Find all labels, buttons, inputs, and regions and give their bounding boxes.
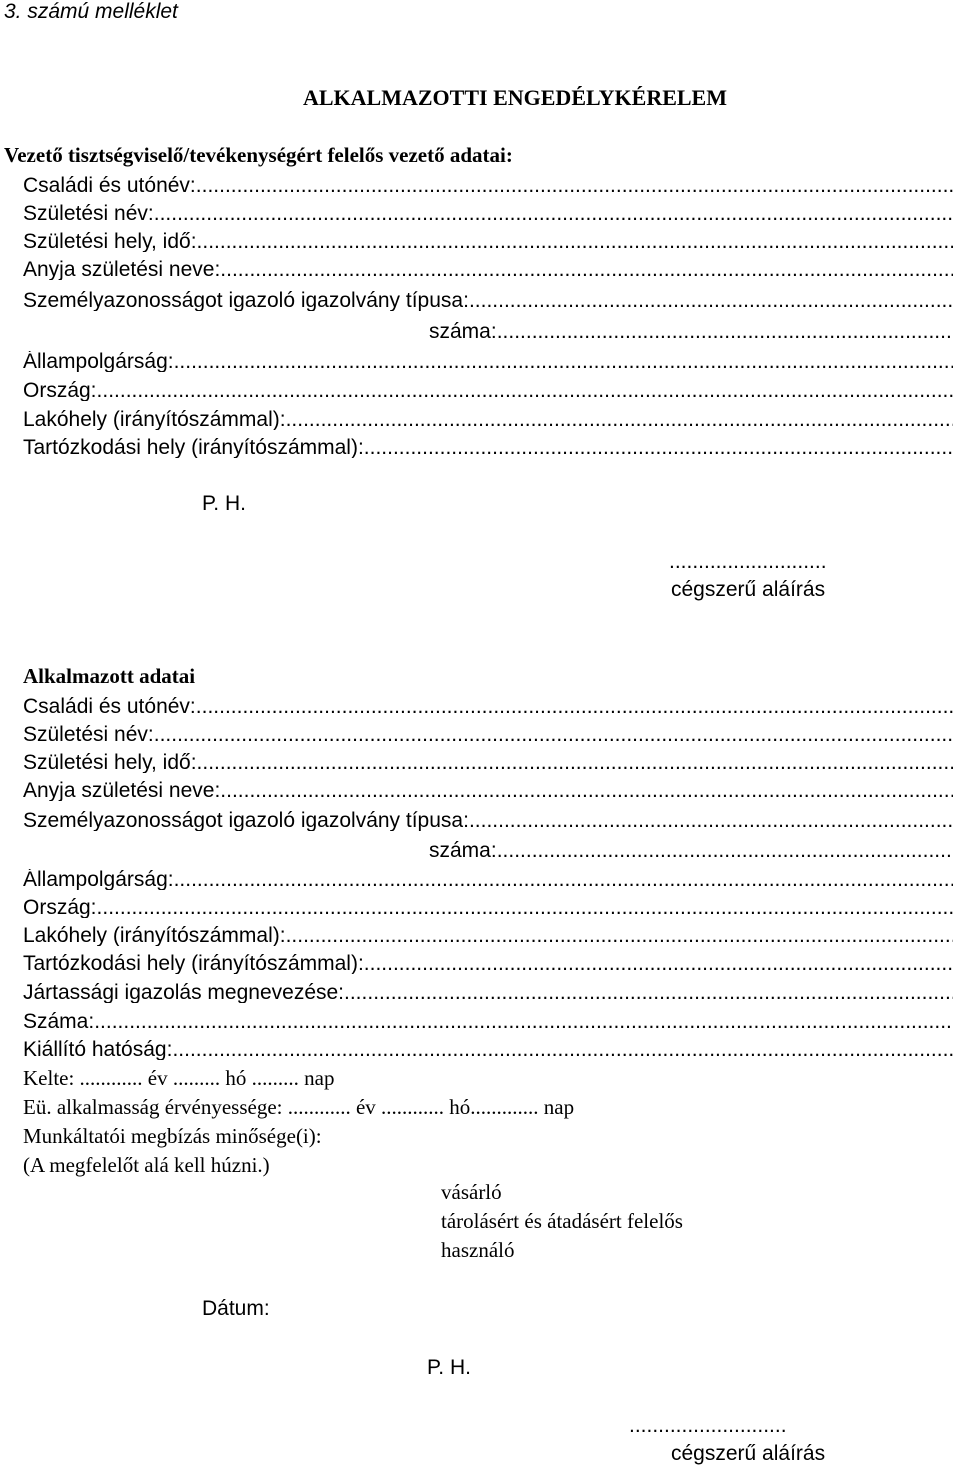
field-label: száma: [429, 321, 497, 342]
field-label: Anyja születési neve: [23, 259, 221, 280]
field-fill [197, 752, 953, 773]
field-label: Ország: [23, 897, 97, 918]
section1-signature-line: ........................... [669, 550, 827, 573]
section2-id-number-field[interactable] [429, 840, 953, 861]
section2-mother-name-field[interactable] [23, 780, 953, 801]
field-label: Állampolgárság: [23, 869, 174, 890]
section1-signature-label: cégszerű aláírás [671, 578, 826, 601]
section1-id-type-field[interactable] [23, 290, 953, 311]
field-fill [344, 982, 953, 1003]
field-label: Családi és utónév: [23, 175, 196, 196]
section1-citizenship-field[interactable] [23, 351, 953, 372]
field-fill [174, 869, 953, 890]
field-fill [286, 925, 953, 946]
section1-stay-address-field[interactable] [23, 437, 953, 458]
field-label: Születési hely, idő: [23, 752, 197, 773]
field-label: Tartózkodási hely (irányítószámmal): [23, 953, 364, 974]
field-label: Jártassági igazolás megnevezése: [23, 982, 345, 1003]
field-fill [94, 1011, 953, 1032]
field-label: Kiállító hatóság: [23, 1039, 173, 1060]
field-label: Állampolgárság: [23, 351, 174, 372]
field-fill [172, 1039, 953, 1060]
field-fill [469, 290, 953, 311]
role-label: Munkáltatói megbízás minősége(i): [23, 1124, 322, 1148]
issue-date-line[interactable]: Kelte: ............ év ......... hó ......... nap [23, 1066, 335, 1090]
section2-qualification-name-field[interactable] [23, 982, 953, 1003]
section2-signature-line: ........................... [629, 1414, 787, 1437]
role-hint: (A megfelelőt alá kell húzni.) [23, 1153, 270, 1177]
field-fill [196, 696, 953, 717]
field-label: Anyja születési neve: [23, 780, 221, 801]
section2-country-field[interactable] [23, 897, 953, 918]
field-fill [364, 437, 953, 458]
field-label: Személyazonosságot igazoló igazolvány típusa: [23, 810, 469, 831]
field-label: Születési hely, idő: [23, 231, 197, 252]
section2-residence-field[interactable] [23, 925, 953, 946]
field-fill [154, 724, 953, 745]
field-fill [197, 231, 953, 252]
section1-residence-field[interactable] [23, 409, 953, 430]
section2-birth-place-date-field[interactable] [23, 752, 953, 773]
section1-name-field[interactable] [23, 175, 953, 196]
field-fill [220, 259, 953, 280]
field-fill [174, 351, 953, 372]
field-fill [154, 203, 953, 224]
role-option-user[interactable]: használó [441, 1238, 515, 1262]
section2-seal-mark: P. H. [427, 1356, 471, 1379]
field-label: száma: [429, 840, 497, 861]
field-label: Tartózkodási hely (irányítószámmal): [23, 437, 364, 458]
section2-name-field[interactable] [23, 696, 953, 717]
field-fill [469, 810, 953, 831]
field-label: Személyazonosságot igazoló igazolvány típusa: [23, 290, 469, 311]
date-label: Dátum: [202, 1297, 270, 1320]
section2-signature-label: cégszerű aláírás [671, 1442, 826, 1465]
section1-mother-name-field[interactable] [23, 259, 953, 280]
field-label: Száma: [23, 1011, 95, 1032]
section1-birth-name-field[interactable] [23, 203, 953, 224]
role-option-storage-responsible[interactable]: tárolásért és átadásért felelős [441, 1209, 683, 1233]
section2-qualification-number-field[interactable] [23, 1011, 953, 1032]
section1-id-number-field[interactable] [429, 321, 953, 342]
field-fill [497, 840, 953, 861]
field-fill [97, 897, 953, 918]
section1-birth-place-date-field[interactable] [23, 231, 953, 252]
section1-country-field[interactable] [23, 380, 953, 401]
section2-citizenship-field[interactable] [23, 869, 953, 890]
field-label: Lakóhely (irányítószámmal): [23, 925, 286, 946]
form-title: ALKALMAZOTTI ENGEDÉLYKÉRELEM [303, 85, 727, 110]
section2-id-type-field[interactable] [23, 810, 953, 831]
section2-issuing-authority-field[interactable] [23, 1039, 953, 1060]
field-fill [286, 409, 953, 430]
field-fill [497, 321, 953, 342]
field-label: Születési név: [23, 203, 154, 224]
field-fill [196, 175, 953, 196]
medical-validity-line[interactable]: Eü. alkalmasság érvényessége: ............ év ............ hó............. nap [23, 1095, 575, 1119]
field-label: Ország: [23, 380, 97, 401]
section1-seal-mark: P. H. [202, 492, 246, 515]
field-fill [364, 953, 953, 974]
field-fill [220, 780, 953, 801]
section2-stay-address-field[interactable] [23, 953, 953, 974]
section2-heading: Alkalmazott adatai [23, 664, 196, 688]
annex-label: 3. számú melléklet [4, 0, 178, 23]
field-label: Lakóhely (irányítószámmal): [23, 409, 286, 430]
section1-heading: Vezető tisztségviselő/tevékenységért felelős vezető adatai: [4, 143, 513, 167]
field-label: Családi és utónév: [23, 696, 196, 717]
section2-birth-name-field[interactable] [23, 724, 953, 745]
role-option-buyer[interactable]: vásárló [441, 1180, 502, 1204]
field-fill [97, 380, 953, 401]
field-label: Születési név: [23, 724, 154, 745]
